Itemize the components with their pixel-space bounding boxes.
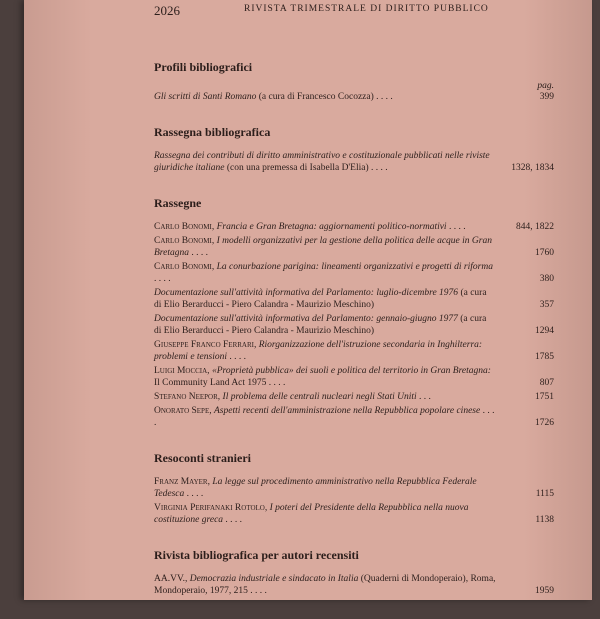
index-entry [154, 221, 554, 233]
index-entry [154, 391, 554, 403]
entry-author: AA.VV., [154, 574, 188, 584]
index-entry [154, 235, 554, 259]
entry-pages: 1115 [535, 489, 554, 499]
page-header [154, 3, 554, 27]
index-entry [154, 573, 554, 597]
entry-title: Il problema delle centrali nucleari negli Stati Uniti [222, 392, 417, 402]
entry-author: Carlo Bonomi, [154, 262, 215, 272]
entry-author: Carlo Bonomi, [154, 222, 215, 232]
entry-pages: 807 [539, 378, 554, 388]
entry-author: Carlo Bonomi, [154, 236, 215, 246]
entry-author: Giuseppe Franco Ferrari, [154, 340, 257, 350]
index-entry [154, 313, 554, 337]
entry-title: Democrazia industriale e sindacato in Italia [189, 574, 359, 584]
page-number: 2026 [154, 3, 180, 18]
entry-rest: . . . . [229, 352, 246, 362]
index-entry [154, 261, 554, 285]
entry-title: Rassegna dei contributi di diritto amministrativo e costituzionale pubblicati nelle riviste giuridiche italiane [154, 151, 490, 173]
entry-pages: 844, 1822 [516, 222, 554, 232]
entry-title: «Proprietà pubblica» dei suoli e politica del territorio in Gran Bretagna: [211, 366, 491, 376]
entry-title: Gli scritti di Santi Romano [154, 92, 257, 102]
index-entry [154, 91, 554, 103]
entry-rest: (Quaderni di Mondoperaio), Roma, Mondoperaio, 1977, 215 . . . . [154, 574, 496, 596]
entry-author: Onorato Sepe, [154, 406, 212, 416]
entry-pages: 1328, 1834 [511, 163, 554, 173]
index-content [154, 60, 554, 619]
section-resoconti-stranieri [154, 451, 554, 526]
entry-rest: . . . . [191, 248, 209, 258]
entry-rest: . . . [419, 392, 431, 402]
index-entry [154, 502, 554, 526]
entry-pages: 1959 [535, 586, 554, 596]
entry-title: Documentazione sull'attività informativa del Parlamento: gennaio-giugno 1977 [154, 314, 458, 324]
entry-author: Franz Mayer, [154, 477, 210, 487]
index-entry [154, 476, 554, 500]
entry-rest: (a cura di Francesco Cocozza) . . . . [258, 92, 393, 102]
entry-title: La conurbazione parigina: lineamenti organizzativi e progetti di riforma [216, 262, 493, 272]
entry-rest: (a cura di Elio Berarducci - Piero Calandra - Maurizio Meschino) [154, 288, 487, 310]
entry-rest: . . . . [154, 274, 171, 284]
index-entry [154, 339, 554, 363]
entry-pages: 1785 [535, 352, 554, 362]
entry-pages: 1294 [535, 326, 554, 336]
index-entry [154, 365, 554, 389]
entry-pages: 1726 [535, 418, 554, 428]
entry-rest: (con una premessa di Isabella D'Elia) . . . . [226, 163, 388, 173]
section-profili [154, 60, 554, 103]
running-head: RIVISTA TRIMESTRALE DI DIRITTO PUBBLICO [244, 4, 489, 14]
entry-rest: . . . . [186, 489, 204, 499]
index-entry [154, 150, 554, 174]
index-entry [154, 405, 554, 429]
entry-title: I modelli organizzativi per la gestione della politica delle acque in Gran Bretagna [154, 236, 492, 258]
section-title: Rivista bibliografica per autori recensiti [154, 548, 359, 562]
section-rassegna-bibliografica [154, 125, 554, 174]
section-title: Resoconti stranieri [154, 451, 251, 465]
entry-title: Aspetti recenti dell'amministrazione nella Repubblica popolare cinese [213, 406, 481, 416]
entry-rest: . . . . [225, 515, 243, 525]
entry-title: Francia e Gran Bretagna: aggiornamenti politico-normativi [216, 222, 447, 232]
pag-label: pag. [537, 81, 554, 91]
section-rassegne [154, 196, 554, 429]
entry-author: Stefano Neepor, [154, 392, 221, 402]
index-entry [154, 287, 554, 311]
section-rivista-bibliografica [154, 548, 554, 597]
entry-rest: Il Community Land Act 1975 . . . . [154, 378, 286, 388]
entry-title: I poteri del Presidente della Repubblica nella nuova costituzione greca [154, 503, 469, 525]
entry-pages: 1760 [535, 248, 554, 258]
entry-title: Documentazione sull'attività informativa del Parlamento: luglio-dicembre 1976 [154, 288, 459, 298]
entry-pages: 1751 [535, 392, 554, 402]
section-title: Rassegna bibliografica [154, 125, 271, 139]
section-title: Rassegne [154, 196, 202, 210]
entry-rest: . . . . [448, 222, 466, 232]
entry-pages: 380 [539, 274, 554, 284]
entry-pages: 1138 [535, 515, 554, 525]
entry-rest: (a cura di Elio Berarducci - Piero Calandra - Maurizio Meschino) [154, 314, 487, 336]
entry-title: La legge sul procedimento amministrativo nella Repubblica Federale Tedesca [154, 477, 477, 499]
entry-rest: . . . . [154, 406, 495, 428]
entry-pages: 399 [539, 92, 554, 102]
entry-author: Luigi Moccia, [154, 366, 210, 376]
document-page [24, 0, 592, 600]
entry-pages: 357 [539, 300, 554, 310]
section-title: Profili bibliografici [154, 60, 253, 74]
entry-author: Virginia Perifanaki Rotolo, [154, 503, 268, 513]
entry-title: Riorganizzazione dell'istruzione secondaria in Inghilterra: problemi e tensioni [154, 340, 483, 362]
